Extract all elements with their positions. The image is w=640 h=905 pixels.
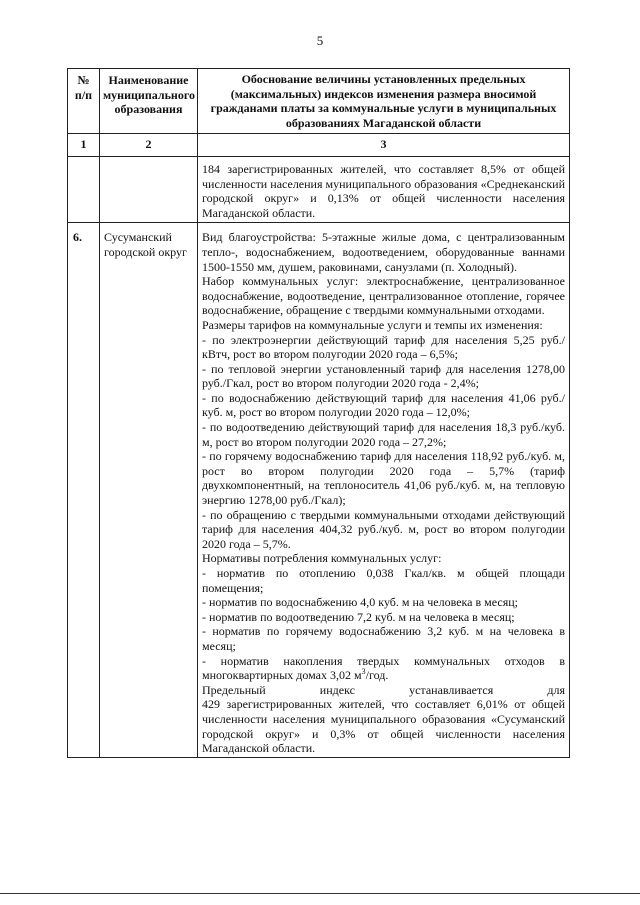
continuation-text-cell [198,156,570,222]
column-index-row [68,134,570,157]
services-set-paragraph: Набор коммунальных услуг: электроснабжение, централизованное водоснабжение, водоотведение, централизованное отопление, горячее водоснабжение, обращение с твердыми коммунальными отходами. [202,274,565,318]
tariff-hot-water: - по горячему водоснабжению тариф для населения 118,92 руб./куб. м, рост во втором полугодии 2020 года – 5,7% (тариф двухкомпонентный, на теплоноситель 41,06 руб./куб. м, на тепловую энергию 1278,00 руб./Гкал); [202,449,565,508]
page-bottom-rule [0,893,640,894]
column-index-2: 2 [100,134,198,157]
header-number: № п/п [68,69,100,134]
indices-table [67,68,570,758]
table-row-continuation [68,156,570,222]
header-municipality: Наименование муниципального образования [100,69,198,134]
tariff-heat: - по тепловой энергии установленный тариф для населения 1278,00 руб./Гкал, рост во втором полугодии 2020 года - 2,4%; [202,361,565,391]
norm-hot-water: - норматив по горячему водоснабжению 3,2 куб. м на человека в месяц; [202,624,565,653]
column-index-1: 1 [68,134,100,157]
table-row-6 [68,223,570,757]
limit-index-paragraph: 429 зарегистрированных жителей, что составляет 6,01% от общей численности населения муниципального образования «Сусуманский городской округ» и 0,3% от общей численности населения Магаданской области. [202,697,565,756]
norm-heating: - норматив по отоплению 0,038 Гкал/кв. м общей площади помещения; [202,566,565,595]
continuation-text: 184 зарегистрированных жителей, что составляет 8,5% от общей численности населения муниципального образования «Среднеканский городской округ» и 0,13% от общей численности населения Магаданской области. [202,161,565,220]
table-header-row [68,69,570,134]
norm-solid-waste [202,654,565,683]
norm-water-supply: - норматив по водоснабжению 4,0 куб. м на человека в месяц; [202,595,518,610]
tariff-solid-waste: - по обращению с твердыми коммунальными отходами действующий тариф для населения 404,32 руб./куб. м, рост во втором полугодии 2020 года – 5,7%. [202,507,565,551]
tariff-water-disposal: - по водоотведению действующий тариф для населения 18,3 руб./куб. м, рост во втором полугодии 2020 года – 27,2%; [202,420,565,449]
norm-solid-waste-unit: /год. [365,668,389,683]
row-number: 6. [68,223,100,757]
limit-index-lead: Предельный индекс устанавливается для [202,682,565,697]
municipality-name: Сусуманский городской округ [100,223,198,757]
continuation-num-cell [68,156,100,222]
norm-solid-waste-sup: 3 [361,667,366,677]
norm-solid-waste-text: - норматив накопления твердых коммунальных отходов в многоквартирных домах 3,02 м [202,653,565,683]
norms-heading: Нормативы потребления коммунальных услуг: [202,551,442,566]
justification-cell [198,223,570,757]
continuation-name-cell [100,156,198,222]
tariff-electricity: - по электроэнергии действующий тариф для населения 5,25 руб./кВтч, рост во втором полугодии 2020 года – 6,5%; [202,332,565,362]
page-number: 5 [316,33,324,48]
norm-water-disposal: - норматив по водоотведению 7,2 куб. м на человека в месяц; [202,609,515,624]
header-justification: Обоснование величины установленных предельных (максимальных) индексов изменения размера вносимой гражданами платы за коммунальные услуги в муниципальных образованиях Магаданской области [198,69,570,134]
tariffs-heading: Размеры тарифов на коммунальные услуги и темпы их изменения: [202,317,543,332]
improvement-type-paragraph: Вид благоустройства: 5-этажные жилые дома, с централизованным тепло-, водоснабжением, водоотведением, оборудованные ваннами 1500-1550 мм, душем, раковинами, санузлами (п. Холодный). [202,230,565,274]
tariff-water-supply: - по водоснабжению действующий тариф для населения 41,06 руб./куб. м, рост во втором полугодии 2020 года – 12,0%; [202,390,565,420]
column-index-3: 3 [198,134,570,157]
